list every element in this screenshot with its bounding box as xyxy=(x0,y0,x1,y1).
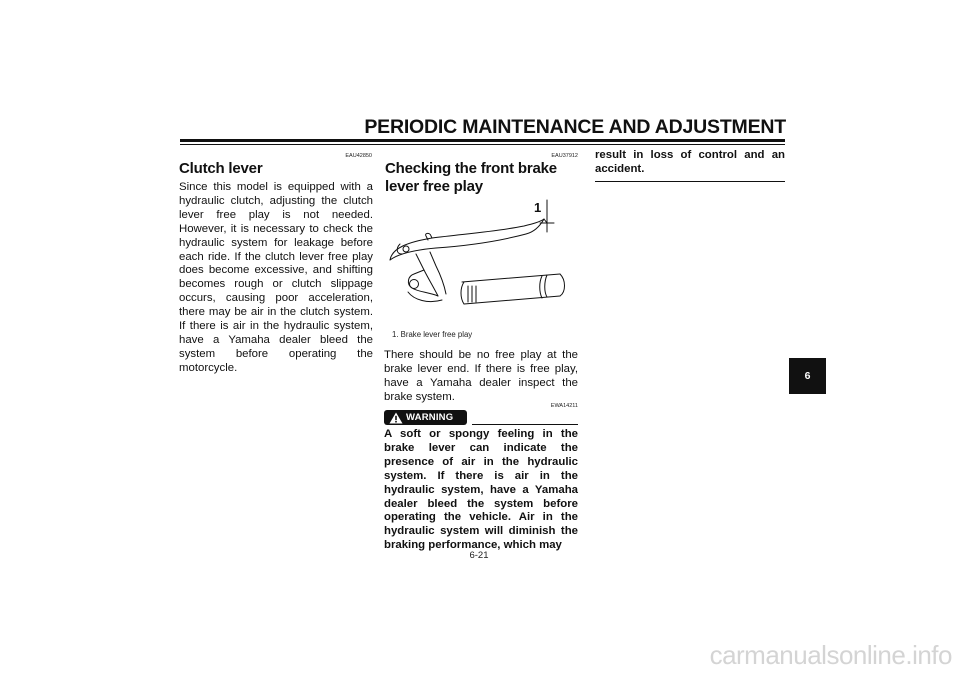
warning-badge xyxy=(384,410,467,425)
brake-lever-figure xyxy=(384,196,580,326)
warning-label: WARNING xyxy=(406,412,454,423)
title-rule-thin xyxy=(180,144,785,145)
clutch-body: Since this model is equipped with a hydraulic clutch, adjusting the clutch lever free play is not needed. However, it is necessary to check the hydraulic system for leakage before each ride. If the clutch lever free play does become excessive, and shifting becomes rough or clutch slippage occurs, causing poor acceleration, there may be air in the clutch system. If there is air in the hydraulic system, have a Yamaha dealer bleed the system before operating the motorcycle. xyxy=(179,181,373,374)
figure-caption: 1. Brake lever free play xyxy=(392,330,473,339)
warning-body-part-1: A soft or spongy feeling in the brake lever can indicate the presence of air in the hydraulic system. If there is air in the hydraulic system, have a Yamaha dealer bleed the system before operating the vehicle. Air in the hydraulic system will diminish the braking performance, which may xyxy=(384,428,578,552)
warning-end-rule xyxy=(595,181,785,182)
warning-triangle-icon xyxy=(389,412,403,424)
brake-heading: Checking the front brake lever free play xyxy=(385,160,557,195)
warning-body-part-2: result in loss of control and an accident. xyxy=(595,149,785,175)
chapter-tab: 6 xyxy=(789,358,826,394)
brake-section-code: EAU37912 xyxy=(551,153,578,159)
page-title: PERIODIC MAINTENANCE AND ADJUSTMENT xyxy=(364,116,786,138)
figure-callout-1: 1 xyxy=(534,200,542,215)
clutch-section-code: EAU42850 xyxy=(345,153,372,159)
clutch-heading: Clutch lever xyxy=(179,160,263,177)
warning-code: EWA14211 xyxy=(550,403,578,409)
warning-rule xyxy=(472,424,578,425)
brake-body: There should be no free play at the brake lever end. If there is free play, have a Yamaha dealer inspect the brake system. xyxy=(384,349,578,403)
watermark: carmanualsonline.info xyxy=(709,640,952,670)
page-number: 6-21 xyxy=(469,550,489,561)
title-rule xyxy=(180,139,785,142)
